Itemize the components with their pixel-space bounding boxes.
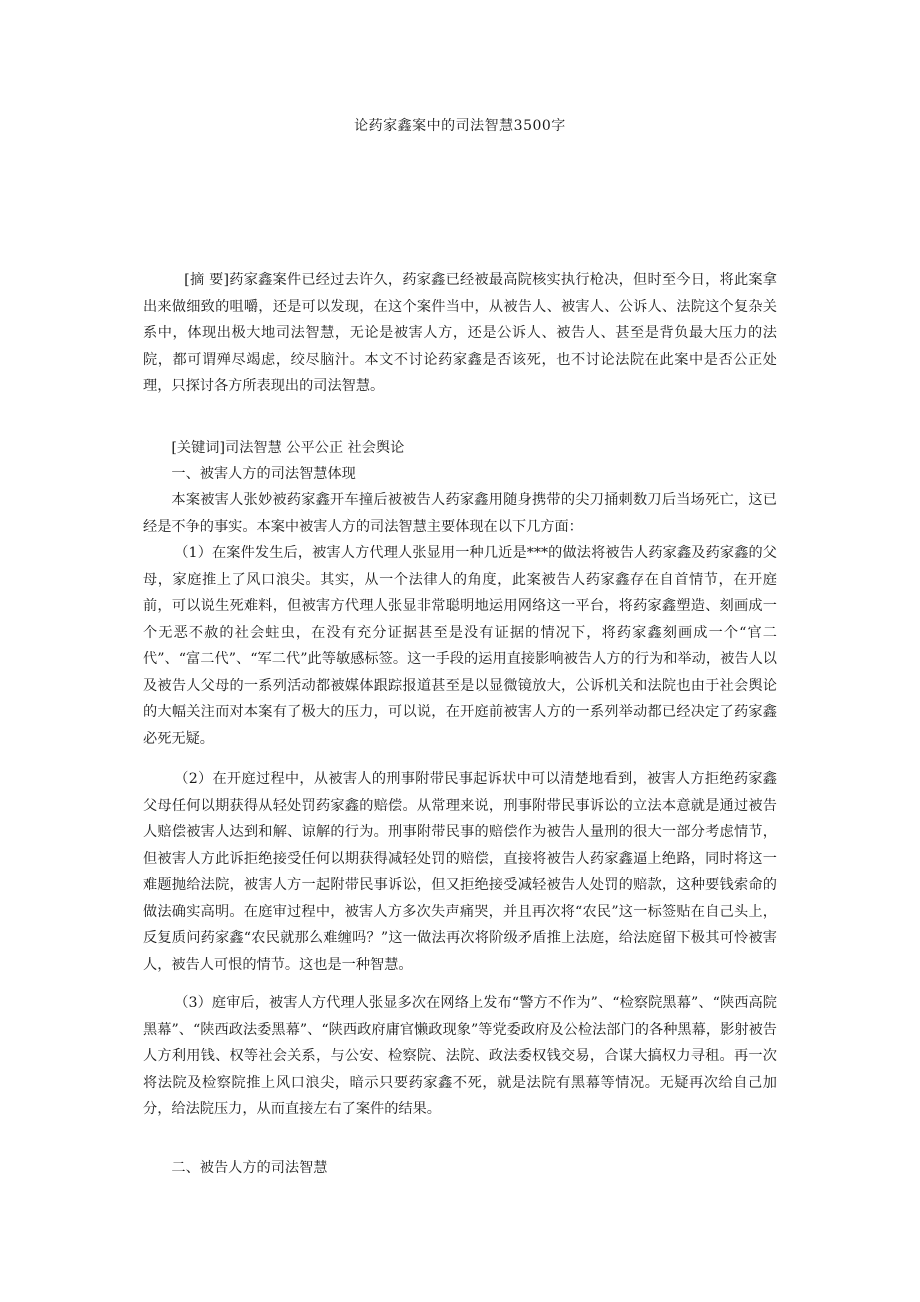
list-item-1: （1）在案件发生后，被害人方代理人张显用一种几近是***的做法将被告人药家鑫及药家鑫的父母，家庭推上了风口浪尖。其实，从一个法律人的角度，此案被告人药家鑫存在自首情节，在开庭前，可以说生死难料，但被害方代理人张显非常聪明地运用网络这一平台，将药家鑫塑造、刻画成一个无恶不赦的社会蛀虫，在没有充分证据甚至是没有证据的情况下，将药家鑫刻画成一个“官二代”、“富二代”、“军二代”此等敏感标签。这一手段的运用直接影响被告人方的行为和举动，被告人以及被告人父母的一系列活动都被媒体跟踪报道甚至是以显微镜放大，公诉机关和法院也由于社会舆论的大幅关注而对本案有了极大的压力，可以说，在开庭前被害人方的一系列举动都已经决定了药家鑫必死无疑。 — [143, 545, 777, 747]
list-item-3: （3）庭审后，被害人方代理人张显多次在网络上发布“警方不作为”、“检察院黑幕”、“陕西高院黑幕”、“陕西政法委黑幕”、“陕西政府庸官懒政现象”等党委政府及公检法部门的各种黑幕，影射被告人方利用钱、权等社会关系，与公安、检察院、法院、政法委权钱交易，合谋大搞权力寻租。再一次将法院及检察院推上风口浪尖，暗示只要药家鑫不死，就是法院有黑幕等情况。无疑再次给自己加分，给法院压力，从而直接左右了案件的结果。 — [143, 995, 777, 1117]
abstract-paragraph: [摘 要]药家鑫案件已经过去许久，药家鑫已经被最高院核实执行枪决，但时至今日，将此案拿出来做细致的咀嚼，还是可以发现，在这个案件当中，从被告人、被害人、公诉人、法院这个复杂关系中，体现出极大地司法智慧，无论是被害人方，还是公诉人、被告人、甚至是背负最大压力的法院，都可谓殚尽竭虑，绞尽脑汁。本文不讨论药家鑫是否该死，也不讨论法院在此案中是否公正处理，只探讨各方所表现出的司法智慧。 — [143, 272, 777, 394]
keywords-line: [关键词]司法智慧 公平公正 社会舆论 — [171, 440, 405, 456]
section-heading-2: 二、被告人方的司法智慧 — [171, 1160, 328, 1176]
document-title: 论药家鑫案中的司法智慧3500字 — [354, 118, 566, 134]
section-heading-1: 一、被害人方的司法智慧体现 — [171, 466, 356, 482]
list-item-2: （2）在开庭过程中，从被害人的刑事附带民事起诉状中可以清楚地看到，被害人方拒绝药家鑫父母任何以期获得从轻处罚药家鑫的赔偿。从常理来说，刑事附带民事诉讼的立法本意就是通过被告人赔偿被害人达到和解、谅解的行为。刑事附带民事的赔偿作为被告人量刑的很大一部分考虑情节，但被害人方此诉拒绝接受任何以期获得减轻处罚的赔偿，直接将被告人药家鑫逼上绝路，同时将这一难题抛给法院，被害人方一起附带民事诉讼，但又拒绝接受减轻被告人处罚的赔款，这种要钱索命的做法确实高明。在庭审过程中，被害人方多次失声痛哭，并且再次将“农民”这一标签贴在自己头上，反复质问药家鑫“农民就那么难缠吗？”这一做法再次将阶级矛盾推上法庭，给法庭留下极其可怜被害人，被告人可恨的情节。这也是一种智慧。 — [143, 771, 777, 973]
section1-intro-paragraph: 本案被害人张妙被药家鑫开车撞后被被告人药家鑫用随身携带的尖刀捅刺数刀后当场死亡，这已经是不争的事实。本案中被害人方的司法智慧主要体现在以下几方面： — [143, 492, 777, 535]
